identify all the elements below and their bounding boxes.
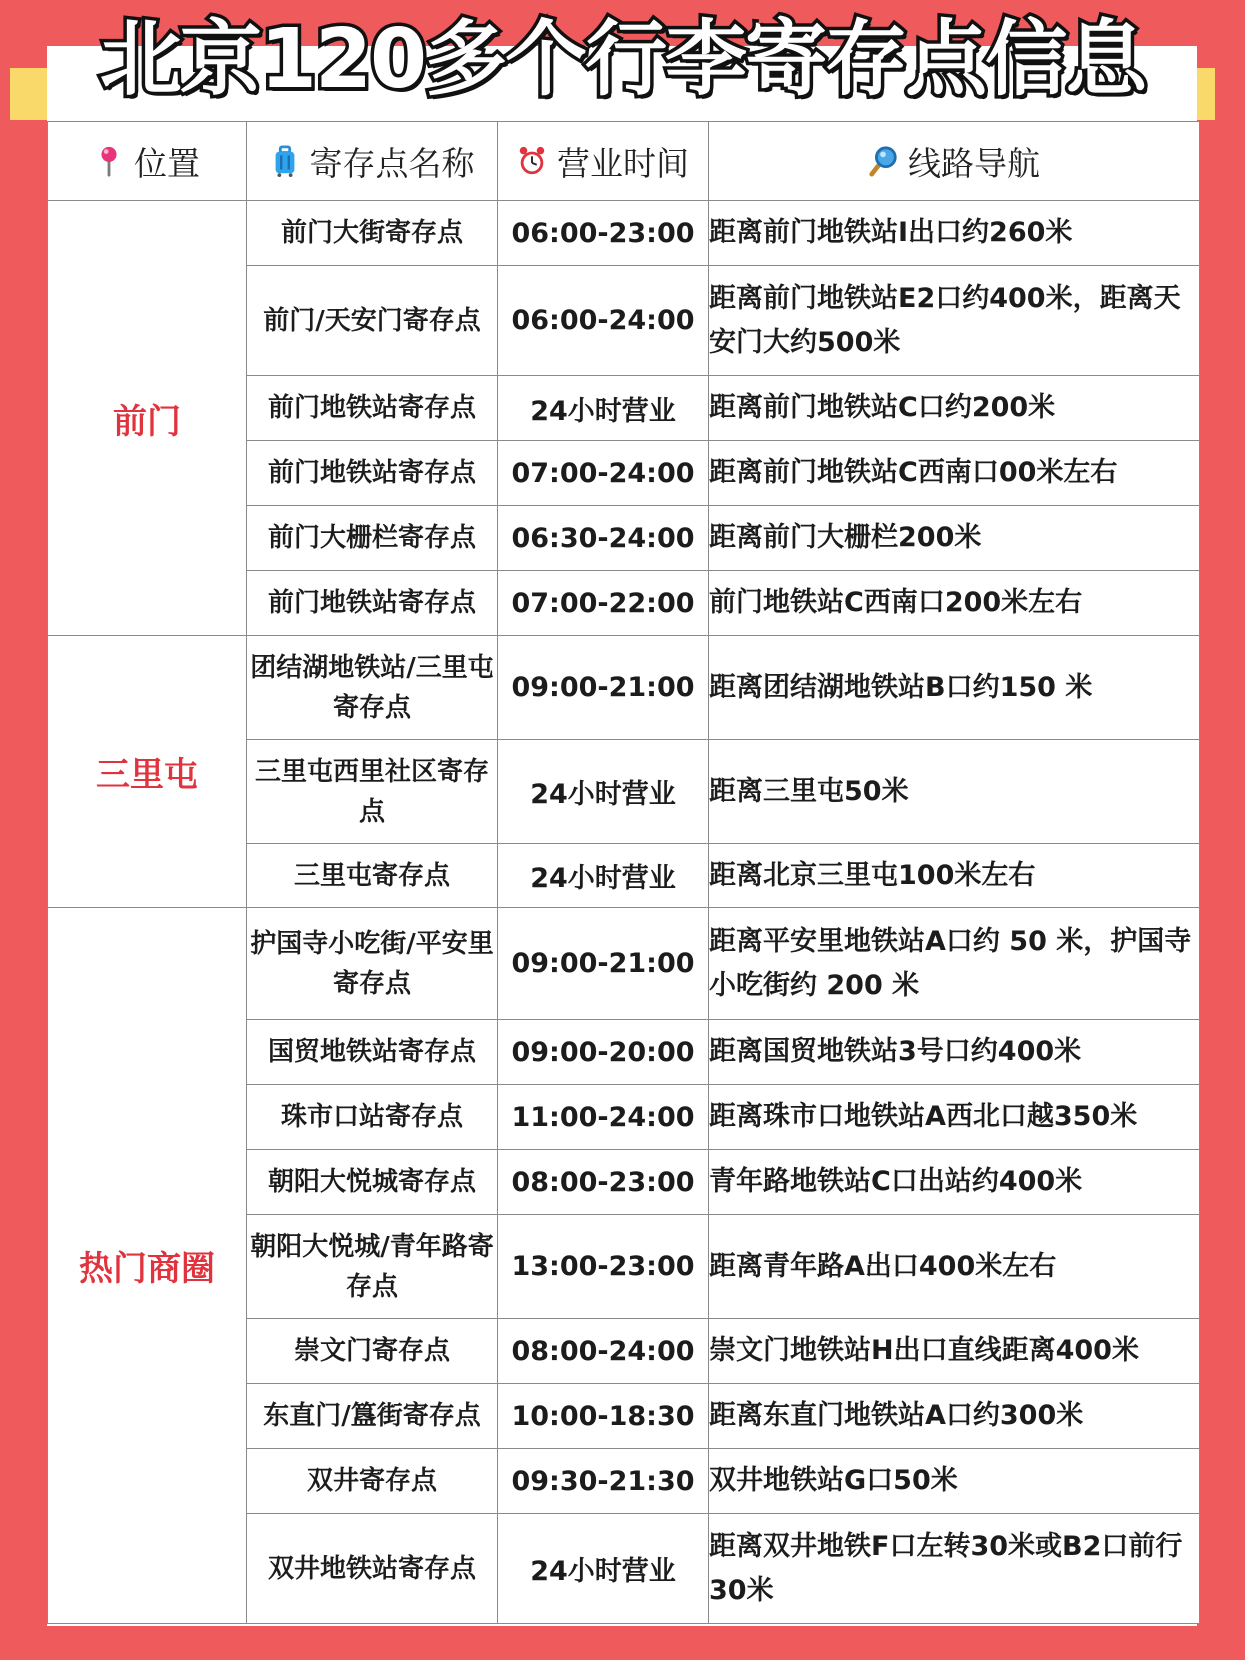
- name-cell: 前门地铁站寄存点: [247, 376, 498, 441]
- header-hours-label: 营业时间: [557, 143, 689, 183]
- name-cell: 珠市口站寄存点: [247, 1085, 498, 1150]
- header-route-label: 线路导航: [908, 143, 1040, 183]
- hours-cell: 24小时营业: [498, 1514, 709, 1624]
- route-cell: 距离前门大栅栏200米: [709, 506, 1200, 571]
- header-row: [48, 122, 1200, 201]
- map-pin-icon: [94, 145, 124, 177]
- hours-cell: 24小时营业: [498, 740, 709, 844]
- route-cell: 距离平安里地铁站A口约 50 米，护国寺小吃街约 200 米: [709, 908, 1200, 1020]
- route-cell: 崇文门地铁站H出口直线距离400米: [709, 1319, 1200, 1384]
- hours-cell: 08:00-23:00: [498, 1150, 709, 1215]
- name-cell: 前门地铁站寄存点: [247, 441, 498, 506]
- name-cell: 前门大街寄存点: [247, 201, 498, 266]
- hours-cell: 13:00-23:00: [498, 1215, 709, 1319]
- route-cell: 距离东直门地铁站A口约300米: [709, 1384, 1200, 1449]
- name-cell: 护国寺小吃街/平安里寄存点: [247, 908, 498, 1020]
- route-cell: 距离前门地铁站E2口约400米，距离天安门大约500米: [709, 266, 1200, 376]
- table-row: [48, 908, 1200, 1020]
- hours-cell: 06:00-23:00: [498, 201, 709, 266]
- route-cell: 距离前门地铁站I出口约260米: [709, 201, 1200, 266]
- route-cell: 双井地铁站G口50米: [709, 1449, 1200, 1514]
- route-cell: 前门地铁站C西南口200米左右: [709, 571, 1200, 636]
- magnifier-icon: [868, 145, 898, 177]
- alarm-clock-icon: [517, 145, 547, 177]
- route-cell: 距离双井地铁F口左转30米或B2口前行30米: [709, 1514, 1200, 1624]
- header-location-label: 位置: [134, 143, 200, 183]
- hours-cell: 09:00-21:00: [498, 908, 709, 1020]
- hours-cell: 07:00-24:00: [498, 441, 709, 506]
- table-row: [48, 636, 1200, 740]
- name-cell: 三里屯寄存点: [247, 844, 498, 908]
- name-cell: 崇文门寄存点: [247, 1319, 498, 1384]
- header-route: [709, 122, 1200, 201]
- route-cell: 距离国贸地铁站3号口约400米: [709, 1020, 1200, 1085]
- page-title: 北京120多个行李寄存点信息: [99, 12, 1146, 107]
- header-location: [48, 122, 247, 201]
- hours-cell: 08:00-24:00: [498, 1319, 709, 1384]
- storage-table: [47, 121, 1200, 1624]
- luggage-icon: [270, 145, 300, 177]
- hours-cell: 11:00-24:00: [498, 1085, 709, 1150]
- route-cell: 距离珠市口地铁站A西北口越350米: [709, 1085, 1200, 1150]
- name-cell: 团结湖地铁站/三里屯寄存点: [247, 636, 498, 740]
- hours-cell: 09:30-21:30: [498, 1449, 709, 1514]
- name-cell: 朝阳大悦城/青年路寄存点: [247, 1215, 498, 1319]
- header-name: [247, 122, 498, 201]
- name-cell: 前门大栅栏寄存点: [247, 506, 498, 571]
- hours-cell: 07:00-22:00: [498, 571, 709, 636]
- name-cell: 东直门/簋街寄存点: [247, 1384, 498, 1449]
- table-row: [48, 201, 1200, 266]
- hours-cell: 10:00-18:30: [498, 1384, 709, 1449]
- hours-cell: 09:00-20:00: [498, 1020, 709, 1085]
- title-banner: [0, 0, 1245, 120]
- location-cell: 三里屯: [48, 636, 247, 908]
- route-cell: 距离前门地铁站C西南口00米左右: [709, 441, 1200, 506]
- route-cell: 距离前门地铁站C口约200米: [709, 376, 1200, 441]
- route-cell: 距离团结湖地铁站B口约150 米: [709, 636, 1200, 740]
- header-name-label: 寄存点名称: [309, 143, 475, 183]
- name-cell: 国贸地铁站寄存点: [247, 1020, 498, 1085]
- route-cell: 距离三里屯50米: [709, 740, 1200, 844]
- name-cell: 三里屯西里社区寄存点: [247, 740, 498, 844]
- hours-cell: 06:30-24:00: [498, 506, 709, 571]
- name-cell: 前门地铁站寄存点: [247, 571, 498, 636]
- hours-cell: 24小时营业: [498, 376, 709, 441]
- name-cell: 双井寄存点: [247, 1449, 498, 1514]
- location-cell: 热门商圈: [48, 908, 247, 1624]
- name-cell: 朝阳大悦城寄存点: [247, 1150, 498, 1215]
- hours-cell: 06:00-24:00: [498, 266, 709, 376]
- name-cell: 双井地铁站寄存点: [247, 1514, 498, 1624]
- route-cell: 距离青年路A出口400米左右: [709, 1215, 1200, 1319]
- location-cell: 前门: [48, 201, 247, 636]
- route-cell: 青年路地铁站C口出站约400米: [709, 1150, 1200, 1215]
- route-cell: 距离北京三里屯100米左右: [709, 844, 1200, 908]
- header-hours: [498, 122, 709, 201]
- name-cell: 前门/天安门寄存点: [247, 266, 498, 376]
- hours-cell: 09:00-21:00: [498, 636, 709, 740]
- hours-cell: 24小时营业: [498, 844, 709, 908]
